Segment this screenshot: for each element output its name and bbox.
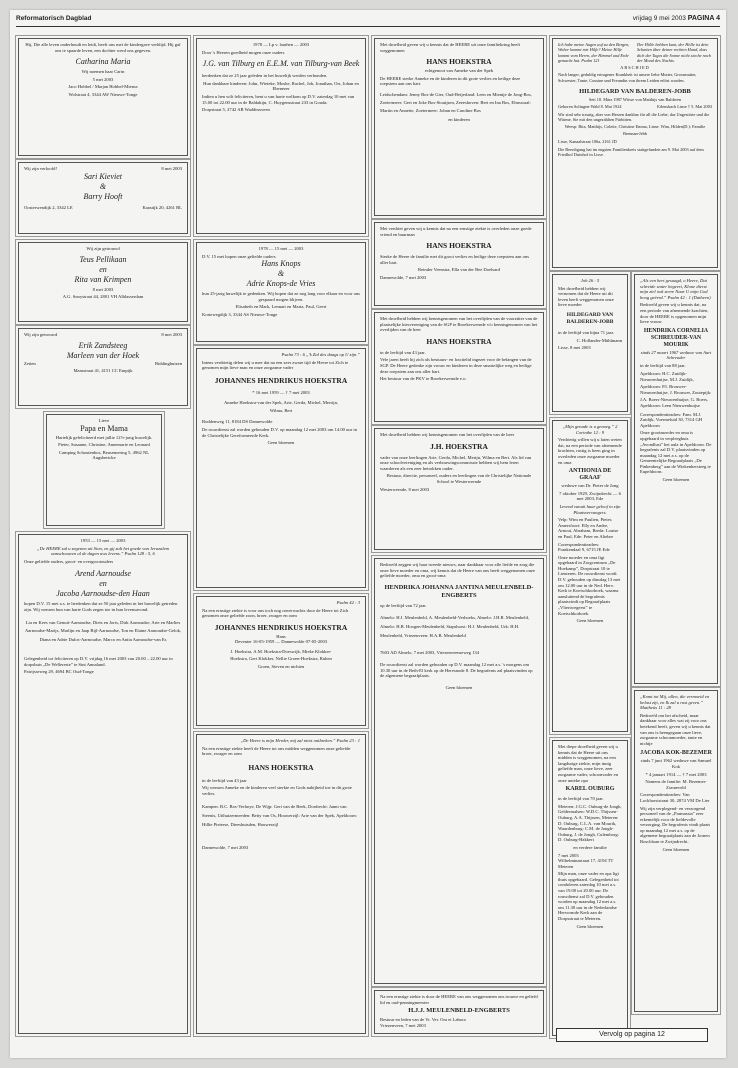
closing: Geen bloemen bbox=[662, 846, 690, 852]
ad-hans-hoekstra-4 bbox=[374, 38, 544, 216]
burial: Die Beerdigung hat im engsten Familienkreis stattgefunden am 9. Mai 2003 auf dem Friedhof Duinhof in Lisse. bbox=[558, 146, 704, 157]
page-header bbox=[16, 14, 720, 27]
ad-intro: Bedroefd geven wij u kennis dat, na een periode van afnemende krachten, door de HEERE is opgenomen mijn lieve vrouw bbox=[640, 302, 709, 325]
address: Wolstraat 4, 3344 AW Nieuwe-Tonge bbox=[68, 91, 138, 97]
family: Velp: Wim en Paulien, Pieter, Amersfoort: Elly en Andre, Arnout, Abraham, Breda: Louise en Paul, Ede: Peter en Altebre bbox=[558, 517, 619, 539]
family: Almelo: H.J. Meulenbeld, A. Meulenbeld-Verhoeks, Almelo: J.H.R. Meulenbeld, Almelo: H.B. Hoogen-Meulenbeld, Stapshorst: H.J. Meulenbeld, Urk: H.H. Meulenbeld, Vriezenveen: H.A.B. Meulenbeld bbox=[380, 615, 530, 639]
ad-intro: Verdrietig willen wij u laten weten dat, na een periode van afnemende krachten, rustig is heen ging in overleden onze zorgzame moeder en oma bbox=[558, 437, 622, 465]
name-2: Jacoba Aarnoudse-den Haan bbox=[56, 589, 150, 599]
ad-body: Wir sind sehr traurig, aber von Herzen dankbar für all die Liebe, das Ungestörte und die Wärme, Sie mit den ungezählten Fürbitten. bbox=[558, 111, 710, 122]
age: in de leeftijd van 43 jaar bbox=[202, 777, 247, 783]
deceased-name: ANTHONIA DE GRAAF bbox=[568, 468, 612, 482]
page-date-label bbox=[633, 15, 720, 22]
ad-body: De rouwdienst zal worden gehouden op D.V. maandag 12 mei a.s. 's morgens om 10.30 uur in de Beth-El kerk op de Heresnode 8. De begrafenis zal plaatsvinden op de algemene begraafplaats. bbox=[380, 661, 533, 679]
verse: Ich habe meine Augen auf zu den Bergen, Woher kommt mir Hilfe? Meine Hilfe kommt vom Herrn, der Himmel und Erde gemacht hat. Psalm 121 bbox=[558, 42, 630, 63]
ad-intro: Intens verdrietig delen wij u mee dat na een zeer zware tijd de Heere tot Zich te genomen mijn lieve man en onze zorgzame vader bbox=[202, 359, 349, 371]
closing: Bestuur, directie, personeel, ouders en leerlingen van de Christelijke Nationale School te Westerwernde bbox=[386, 473, 532, 484]
ad-intro: Bedroefd zeggen wij haar tweede nieuws, naar dankbaar voor alle liefde en zorg die onze lieve moeder en oma, wij kennis dat de Heere van ons heeft weggenomen onze geliefde moeder, oma en groot-oma bbox=[380, 562, 535, 579]
years: 1978 — Lp v. laarhen — 2003 bbox=[252, 42, 310, 47]
ad-intro: Bedroefd om het afscheid, maar dankbaar voor alles wat zij voor ons betekend heeft, geven wij u kennis dat van ons is heengegaan onze lieve, zorgzame schoonmoeder, tante en nichtje bbox=[640, 712, 711, 746]
ad-jh-hoekstra-2 bbox=[196, 596, 366, 726]
ad-intro: Wij zijn getrouwd bbox=[24, 332, 58, 337]
verse-2: Levend vanuit haar geloof in zijn Plaatsvervangers. bbox=[559, 503, 621, 515]
dates: Deventer 16-05-1959 — Dannewolde 07-05-2003 bbox=[234, 639, 328, 645]
ad-intro: Door 's Heeren goedheid mogen onze ouders bbox=[202, 49, 285, 55]
ad-body: De rouwdienst zal worden gehouden D.V. op maandag 12 mei 2003 om 14.00 uur in de Christelijke Gereformeerde Kerk. bbox=[202, 426, 357, 438]
ad-date: 5 mei 2003 bbox=[92, 76, 114, 82]
born: Geboren Solingen-Wald 8. Mai 1924 bbox=[558, 104, 622, 110]
ad-body: herdenken dat ze 25 jaar geleden in het huwelijk werden verbonden. bbox=[202, 73, 328, 79]
family: Anneke Hoekstra-van der Spek, Arie, Gerda, Michel, Merrijn, Wilma, Bert bbox=[223, 400, 339, 414]
ad-body: Vele jaren heeft hij zich als bestuurs- en fractielid ingezet voor de belangen van de SGP. De Heere gedenke zijn vrouw en kinderen in deze smartelijke weg en heilige deze roepstem aan ons aller hart. bbox=[380, 357, 532, 374]
family: J. Hoekstra, A.M. Hoekstra-Doeswijk, Mieke Klokker-Hoekstra, Gert Klokker, Nellie Groen-Hoekstra, Ruben Groen, Steven en nichten bbox=[230, 648, 332, 669]
name-2: Marleen van der Hoek bbox=[66, 350, 140, 360]
address-right: Kaastijk 20, 4261 BL bbox=[142, 204, 182, 210]
publication-name: Reformatorisch Dagblad bbox=[16, 15, 92, 22]
ad-meulenbeld bbox=[374, 558, 544, 984]
deceased-name: HENDRIKA CORNELIA SCHREUDER-VAN MOURIK bbox=[643, 327, 709, 348]
ad-body: vader van onze leerlingen Arie, Gerda, Michel, Merijn, Wilma en Bert. Als lid van onze schoolvereniging en als verbouwingscommissie hebben wij hem leren waarderen als een zeer betrokken ouder. bbox=[380, 454, 532, 471]
years: 1978 — 15 mei — 2003 bbox=[258, 246, 304, 251]
deceased-name: H.J.J. MEULENBELD-ENGBERTS bbox=[408, 1007, 510, 1015]
closing: Bestuur en leden van de Vr. Ver. Ora et Labora bbox=[380, 1017, 466, 1023]
ad-head: ABSCHIED bbox=[620, 65, 650, 71]
ad-graaf bbox=[552, 420, 628, 732]
reception: Indien u hen wilt feliciteren, bent u van harte welkom op D.V. zaterdag 10 mei van 15.00 tot 22.00 uur in de Baldakijn, C. Huygensstraat 233 in Gouda. bbox=[202, 93, 355, 105]
ad-date: 8 mei 2003 bbox=[161, 332, 182, 337]
years: 1953 — 15 mei — 2003 bbox=[80, 538, 126, 543]
deceased-name: JOHANNES HENDRIKUS HOEKSTRA bbox=[214, 375, 348, 385]
place-left: Zetten bbox=[24, 360, 36, 366]
ad-body: Wij zijn verplegend- en verzorgend personeel van de „Parmassia” zeer erkentelijk voor de liefdevolle verzorging. De begrafenis vindt plaats op maandag 12 mei a.s. op de algemene begraafplaats aan de Jornen Boschloan te Zwijndrecht. bbox=[640, 805, 711, 845]
family: Meteren: J.G.C. Ouburg-de Jongh, Geldermalsen: W.D.C. Thijssen-Ouburg, A.A. Thijssen, Meteren: D. Ouburg, C.L.A. van Mourik, Waardenburg: C.M. de Jongh-Ouburg, J. de Jongh, Culemborg: D. Ouburg-Hakkert bbox=[558, 803, 622, 843]
child-name: Catharina Maria bbox=[75, 57, 131, 67]
ad-intro: Met droefheid geven wij u kennis dat de HEERE uit onze familiekring heeft weggenomen bbox=[380, 42, 521, 53]
verse: „Als een hert gesaagd, o Heere, Dat schreide water begeert, Klone dierst mijn ziel ook zeere Naar U mijn God hoog geëerd.” Psalm 42 : 1 (Datheen) bbox=[640, 278, 711, 300]
conjunction: en bbox=[99, 264, 107, 274]
age: in de leeftijd van 43 jaar. bbox=[380, 349, 426, 355]
deceased-name: HENDRIKA JOHANNA JANTINA MEULENBELD-ENGBERTS bbox=[384, 583, 534, 599]
name-2: Rita van Krimpen bbox=[74, 274, 132, 284]
address: Patrijsseweg 29, 4694 BC Oud-Tonge bbox=[24, 669, 94, 675]
verse: Job 26 : 5 bbox=[580, 278, 600, 283]
children: Elisabeth en Mark, Lennart en Maria, Paul, Geert bbox=[235, 304, 327, 310]
age: op de leeftijd van 72 jaar. bbox=[380, 602, 427, 608]
ad-body: Mijn man, onze vader en opa ligt thuis opgebaard. Gelegenheid tot condoleren zaterdag 10 mei a.s. van 19.00 tot 20.00 uur. De rouwdienst zal D.V. gehouden worden op maandag 12 mei a.s. om 11.30 uur in de Nederlandse Hervormde Kerk aan de Dorpsstraat te Meteren. bbox=[558, 871, 619, 922]
address: Westerwernde, 8 mei 2003 bbox=[380, 486, 430, 492]
widow-of: Seit 18. März 1987 Witwe von Matthijs van Balderen bbox=[589, 97, 681, 103]
name-2: Adrie Knops-de Vries bbox=[246, 279, 316, 289]
ad-intro: Met droefheid hebben wij kennisgenomen van het overlijden van de heer bbox=[380, 432, 515, 437]
ad-date: 7 mei 2003 bbox=[558, 852, 579, 858]
ad-body: Sterke de Heere de familie met dit groot verlies en heilige deze roepstem aan ons aller hart. bbox=[380, 254, 529, 265]
ad-knops bbox=[196, 242, 366, 342]
ad-body: De HEERE sterke Anneke en de kinderen in dit grote verlies en heilige deze roepstem aan ons hart. bbox=[380, 75, 521, 87]
name-1: Erik Zandsteeg bbox=[78, 340, 128, 350]
ad-intro: Onze geliefde ouders, groot- en overgrootouders bbox=[24, 558, 114, 564]
spouse: echtgenoot van Anneke van der Spek bbox=[424, 68, 494, 74]
ad-date: 8 mei 2003 bbox=[161, 166, 182, 171]
ad-tilburg bbox=[196, 38, 366, 234]
name-1: Arend Aarnoudse bbox=[75, 569, 131, 579]
ad-jh-hoekstra-7 bbox=[374, 428, 544, 550]
deceased-name: HANS HOEKSTRA bbox=[426, 241, 492, 251]
ad-meulenbeld-2 bbox=[374, 990, 544, 1034]
deceased-name: J.H. HOEKSTRA bbox=[430, 441, 488, 451]
deceased-name: JACOBA KOK-BEZEMER bbox=[640, 750, 712, 757]
verse: „De Heere is mijn Herder, mij zal niets ontbreken.” Psalm 23 : 1 bbox=[240, 738, 360, 743]
couple-name: J.G. van Tilburg en E.E.M. van Tilburg-van Beek bbox=[202, 59, 360, 69]
deceased-name: JOHANNES HENDRIKUS HOEKSTRA bbox=[214, 622, 348, 632]
ad-intro: Met droefheid hebben wij kennisgenomen van het overlijden van de voorzitter van de plaatselijke kiesvereniging van de SGP te Broekerwernde v/o kennisgenomen van het overlijden van de heer bbox=[380, 316, 538, 333]
verse: Psalm 42 : 3 bbox=[336, 600, 360, 605]
address: Dannewolde, 7 mei 2003 bbox=[380, 274, 427, 280]
ad-intro: Wij zijn getrouwd bbox=[86, 246, 120, 251]
address: Kortewegdijk 3, 3344 AS Nieuwe-Tonge bbox=[202, 311, 278, 317]
dates: * 16 mei 1959 — † 7 mei 2003 bbox=[252, 389, 310, 395]
family: Weesp: Rita, Matthijs, Colette, Christine Emma, Linse: Wim, Hilden(D.): Familie Brennan-Jebb bbox=[564, 124, 706, 136]
age: in de leeftijd van 88 jaar. bbox=[640, 362, 686, 368]
ad-intro: Wij zijn verloofd! bbox=[24, 166, 57, 171]
ad-body: hun 25-jarig huwelijk te gedenken. Wij hopen dat ze nog lang voor elkaar en voor ons gespaard mogen blijven. bbox=[202, 291, 360, 302]
newspaper-page bbox=[10, 10, 726, 1058]
address: Correspondentieadres: Frankendaal 9, 6715 JE Ede bbox=[558, 541, 610, 553]
closing: Geen bloemen bbox=[576, 923, 604, 929]
address: 7603 AD Almelo, 7 mei 2003, Vriezenveenseweg 134 bbox=[380, 650, 480, 656]
family-tail: en kinderen bbox=[448, 116, 470, 122]
widow-of: sinds 27 maart 1967 weduwe van Aart Schreuder bbox=[640, 349, 712, 361]
name-1: Teus Pellikaan bbox=[79, 254, 127, 264]
name-2: Barry Hooft bbox=[83, 191, 123, 201]
address-left: Oosterwendijk 2, 3342 LE bbox=[24, 204, 73, 210]
widow-of: sinds 7 juni 1962 weduwe van Samuel Kok bbox=[640, 758, 712, 769]
page-number: PAGINA 4 bbox=[687, 15, 720, 22]
address: Boddenweg 11, 8184 DS Dannewolde bbox=[202, 419, 273, 425]
address: Dannewolde, 7 mei 2003 bbox=[202, 844, 249, 850]
ad-hans-hoekstra-6 bbox=[374, 312, 544, 422]
address: A.G. Snoystraat 44, 2801 VH Alblasserdam bbox=[62, 294, 144, 300]
family: Leidschendam: Jenny Bos-de Gier, Oud-Beijerland: Leen en Mientje de Jong-Bos, Zoetermeer: Gert en Joke Bos-Stoutjsen, Zeeeshoven: Bert en Ina Bos, Elmswaal: Martin en Annette, Zoetermeer: Johan en Caroline Bos bbox=[380, 91, 532, 113]
family: C. Hollander-Mühlmann bbox=[576, 337, 622, 343]
family: Kampen: B.C. Bos-Verhoye, De Wijp: Gert van de Beek, Dordrecht: Janni van Steenis, Uithuizermeeden: Betty van Os, Houwerzijl: Arie van der Spek, Apeldoorn: Hillie Pieterse, Dieeshuisden, Houwerzijl bbox=[202, 803, 358, 827]
ad-kok-bezemer bbox=[634, 690, 718, 1012]
ad-body: Hartelijk gefeliciteerd met jullie 12½-jarig huwelijk. bbox=[55, 434, 153, 440]
ampersand: & bbox=[99, 181, 107, 191]
ad-balderen-nl bbox=[552, 274, 628, 412]
address: Vriezenveen, 7 mei 2003 bbox=[380, 1022, 426, 1028]
dates: 7 oktober 1929, Zwijndrecht — 6 mei 2003, Ede bbox=[559, 490, 621, 502]
ad-body: hopen D.V. 15 mei a.s. te herdenken dat ze 50 jaar geleden in het huwelijk getreden zijn. Wij wensen hun van harte Gods zegen toe in hun levensavond. bbox=[24, 601, 178, 612]
ad-body: Onze moeder en oma ligt opgebaard in Zorgcentrum „De Hoekamp”, Dorpstraat 10 te Lienteren. De rouwdienst wordt D.V. gehouden op dinsdag 13 mei om 12.00 uur in de Ned. Herv. Kerk te Koetschkorhoek, waarna aansluitend de begrafenis plaatsvindt op Begraafplaats „Vliertwegeest” te Koetschkorhoek. bbox=[558, 554, 621, 616]
ad-hans-hoekstra-3 bbox=[196, 734, 366, 1034]
names: Pieter, Susanne, Christine, Annemarie en Leonard bbox=[58, 442, 150, 448]
nickname: Hans bbox=[276, 633, 286, 639]
closing: Geen bloemen bbox=[267, 440, 295, 446]
ad-intro: Nach langer, geduldig ertragener Krankheit ist unsere liebe Mutter, Grossmutter, Schwester, Tante, Cousine und Freundin von ihrem Leiden erlöst worden. bbox=[558, 72, 697, 83]
ad-balderen-de bbox=[552, 38, 718, 268]
closing: Geen bloemen bbox=[445, 684, 473, 690]
deceased-name: KAREL OUBURG bbox=[565, 786, 615, 793]
reception: Gelegenheid tot feliciteren op D.V. vrijdag 16 mei 2003 van 20.00 – 22.00 uur in dorpshuis „De Wellereste” te Sint Annaland. bbox=[24, 656, 173, 667]
ad-hans-hoekstra-5 bbox=[374, 222, 544, 306]
address: Dorpstraat 5, 2742 AB Waddinxveen bbox=[202, 107, 270, 113]
ad-date: 8 mei 2003 bbox=[92, 286, 114, 292]
closing: Geen bloemen bbox=[662, 477, 690, 483]
deceased-name: HANS HOEKSTRA bbox=[248, 762, 314, 772]
ad-text: Wij noemen haar Carin bbox=[81, 69, 125, 75]
ad-head: Lieve bbox=[98, 418, 110, 423]
family: Apeldoorn: H.C. Zuidijk-Nieuwenhuijse, M.J. Zuidijk, Apeldoorn: P.I. Brouwer-Nieuwenhuijse, J. Brouwer, Zoutepijk: J.A. Boers-Nieuwenhuijse, G. Boers, Apeldoorn: Leen Nieuwenhuijse bbox=[640, 370, 712, 409]
deceased-name: HANS HOEKSTRA bbox=[426, 336, 492, 346]
ad-pellikaan bbox=[18, 242, 188, 322]
address: Lisse, Kanaalstraat 106a, 2161 JD bbox=[558, 139, 617, 145]
age: in de leeftijd van 70 jaar. bbox=[558, 796, 604, 802]
ad-kieviet bbox=[18, 162, 188, 234]
ad-arend-aarnoudse bbox=[18, 534, 188, 1034]
parents: Jaco Hobbel / Marjan Hobbel-Mienss bbox=[68, 84, 138, 90]
address: Wilhelminastraat 17, 4194 TT Meteren bbox=[558, 858, 614, 869]
address: Lisse, 8 mei 2003 bbox=[558, 345, 591, 351]
dates: * 4 januari 1914 — † 7 mei 2003 bbox=[645, 771, 707, 777]
deceased-name: HANS HOEKSTRA bbox=[426, 57, 492, 67]
verse: Psalm 73 : 6 „'k Zal des daags op U zijn.” bbox=[281, 352, 360, 357]
ad-title: Papa en Mama bbox=[80, 423, 128, 433]
ad-jh-hoekstra-1 bbox=[196, 348, 366, 588]
address: Maasstraat 41, 4151 CC Empijk bbox=[73, 368, 133, 374]
died: Erlensbach Linse † 5. Mai 2003 bbox=[657, 104, 712, 110]
verse: „Mijn genade is u genoeg.” 2 Corinthe 12 : 9 bbox=[562, 424, 618, 435]
name-1: Sari Kieviet bbox=[84, 171, 122, 181]
children: Hun dankbare kinderen: John, Wieteke, Moshe, Rachel, Job, Jonathan, Orr, Johan en Ebenezer bbox=[203, 80, 359, 92]
place-right: Biddinghuizen bbox=[154, 360, 182, 366]
deceased-name: HILDEGARD VAN BALDEREN-JOBB bbox=[566, 311, 614, 325]
family: Namens de familie: M. Bezemer-Zonneveld bbox=[645, 779, 707, 790]
ad-intro: Na een ernstige ziekte heeft de Heere tot ons midden weggenomen onze geliefde broer, zwager en oom bbox=[202, 745, 351, 757]
address: Correspondentieadres: Fam. M.J. Zuidijk, Voermeluid 30, 7314 GH Apeldoorn bbox=[640, 411, 703, 428]
ad-body: Onze grootmoeder en oma is opgebaard in verpleeghuis „Avondlust” het aula in Apeldoorn. De begrafenis zal D.V. plaatsvinden op maandag 12 mei a.s. op de Gemeentelijke Begraafplaats „De Pinkenberg” aan de Wiekenhersteeg te Eupeldoorn. bbox=[640, 430, 712, 475]
ad-intro: D.V. 15 mei hopen onze geliefde ouders bbox=[202, 253, 276, 259]
ad-text: Hij, Die alle leven onderhoudt en leidt, heeft ons met de kindergave verblijd. Hij gaf ons te spaarde leven, een dochter werd ons gegeven. bbox=[25, 42, 181, 53]
address: Camping Schoutenbos, Beusemering 5, 4962 NL Augsbertcke bbox=[58, 449, 150, 461]
age: in de leeftijd van bijna 71 jaar. bbox=[558, 329, 614, 335]
address: Correspondentieadres: Van Lockhorststraat 30, 2874 VM De Lier bbox=[640, 792, 710, 803]
ad-intro: Met droefheid hebben wij vernomen dat de Heere uit dit leven heeft weggenomen onze lieve moeder bbox=[558, 285, 614, 308]
closing: Het bestuur van de PKV te Broekerwernde e.o. bbox=[380, 376, 467, 382]
family-tail: en verdere familie bbox=[573, 844, 607, 850]
ad-body: Wij wensen Anneke en de kinderen veel sterkte en Gods nabijheid toe in dit grote verlies. bbox=[202, 785, 352, 796]
ampersand: & bbox=[277, 269, 285, 279]
ad-zandsteeg bbox=[18, 328, 188, 406]
deceased-name: HILDEGARD VAN BALDEREN-JOBB bbox=[579, 88, 691, 96]
continue-link[interactable]: Vervolg op pagina 12 bbox=[556, 1028, 708, 1042]
name-1: Hans Knops bbox=[261, 259, 301, 269]
verse: „Komt tot Mij, allen, die vermoeid en belast zijt, en Ik zal u rust geven.” Mattheüs 11 : 28 bbox=[640, 694, 710, 711]
family: Reinder Veenstra, Ella van der Bee Doelsard bbox=[418, 267, 500, 273]
issue-date: vrijdag 9 mei 2003 bbox=[632, 15, 686, 22]
conjunction: en bbox=[99, 579, 107, 589]
ad-intro: Met verdriet geven wij u kennis dat na een ernstige ziekte is overleden onze goede vriend en buurman bbox=[380, 226, 532, 237]
closing: Geen bloemen bbox=[576, 618, 604, 624]
ad-intro: Na een ernstige ziekte is door de HEERE van ons weggenomen ons trouwe en geliefd lid en oud-penningmeester bbox=[380, 994, 538, 1005]
widow-of: weduwe van Dr. Pieter de Jong bbox=[561, 483, 619, 489]
verse-2: Der Hölle hebben kunt, der Hölle ist dein Schatten über deiner rechten Hand, dass dich der Tages die Sonne nicht steche noch der Mond des Nachts. bbox=[637, 42, 711, 63]
children: Lia en Kees van Genuit-Aarnoudse, Diets en Joris, Dirk Aarnoudse, Arie en Marlies Aarnoudse-Marijs, Marlijn en Jaap Bijl-Aarnoudse, Ton en Elaine Aarnoudse-Gelok, Diana en Adrie Dulos-Aarnoudse, Marco en Anita Aarnoudse-van Es bbox=[24, 619, 182, 642]
ad-papa-mama bbox=[46, 414, 162, 526]
ad-schreuder bbox=[634, 274, 718, 684]
verse: „De HEERE zal u zegenen uit Sion, en gij zult het goede van Jeruzalem aanschouwen al de dagen uws levens.” Psalm 128 : 5, 6 bbox=[37, 545, 169, 557]
ad-intro: Met diepe droefheid geven wij u kennis dat de Heere uit ons midden is weggenomen, na een langdurige ziekte, mijn innig geliefde man, onze lieve, zeer zorgzame vader, schoonvader en onze unieke opa bbox=[558, 744, 618, 783]
ad-ouburg bbox=[552, 740, 628, 1036]
ad-intro: Na een ernstige ziekte is voor ons toch nog onverwachts door de Heere tot Zich genomen onze geliefde zoon, broer, zwager en oom bbox=[202, 607, 349, 619]
ad-catharina bbox=[18, 38, 188, 156]
